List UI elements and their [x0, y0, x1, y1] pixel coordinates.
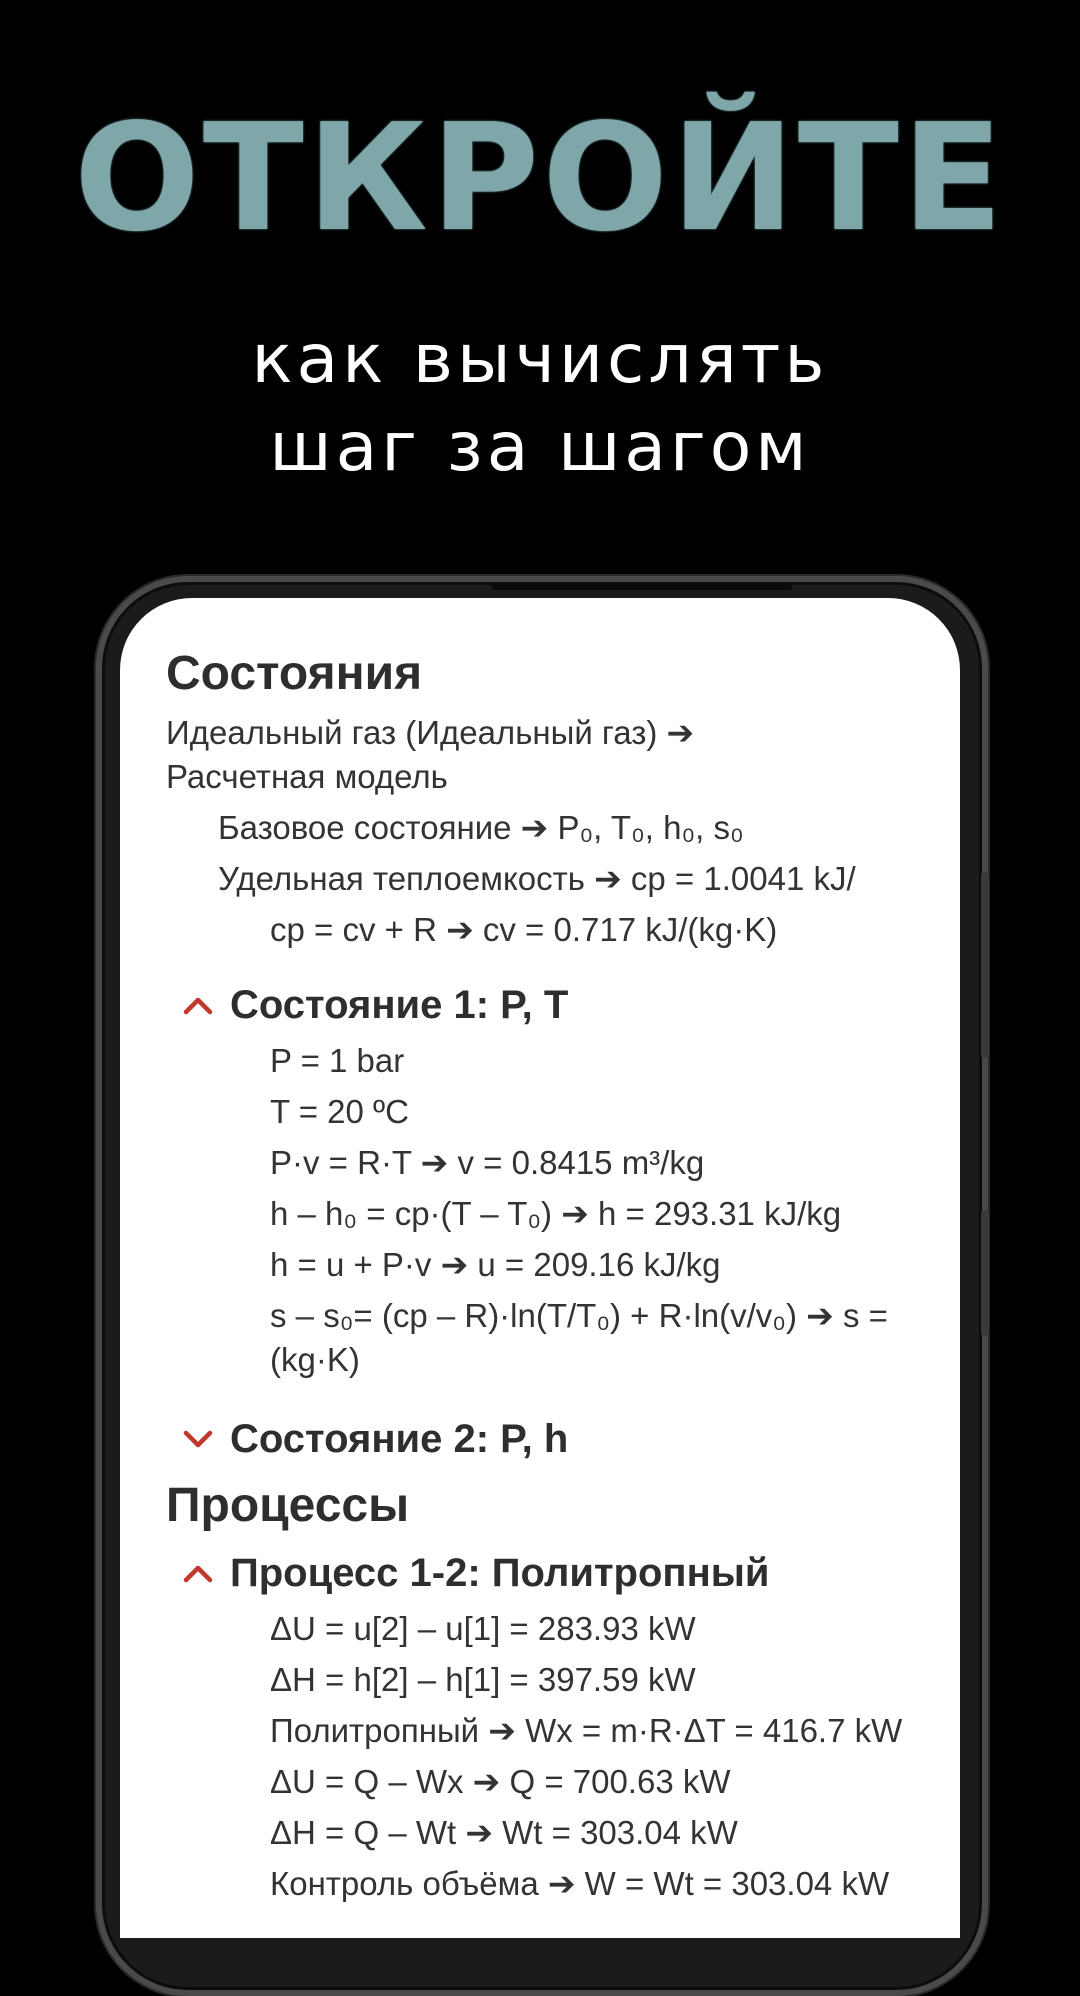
chevron-down-icon[interactable]: [180, 1421, 216, 1457]
promo-subtitle-line-2: шаг за шагом: [269, 408, 811, 487]
calculation-content: [166, 644, 960, 1906]
cv-line: cp = cv + R ➔ cv = 0.717 kJ/(kg·K): [270, 911, 778, 948]
promo-title: ОТКРОЙТЕ: [74, 92, 1006, 264]
process-line: ΔU = Q – Wx ➔ Q = 700.63 kW: [270, 1763, 731, 1800]
state-1-line: h – h₀ = cp·(T – T₀) ➔ h = 293.31 kJ/kg: [270, 1195, 842, 1232]
app-screen: [120, 598, 960, 1938]
state-2-title: Состояние 2: P, h: [230, 1416, 569, 1461]
state-1-line: T = 20 ºC: [270, 1093, 409, 1130]
state-1-line: P·v = R·T ➔ v = 0.8415 m³/kg: [270, 1144, 705, 1181]
process-line: ΔH = h[2] – h[1] = 397.59 kW: [270, 1661, 696, 1698]
phone-speaker: [492, 584, 792, 590]
process-line: ΔH = Q – Wt ➔ Wt = 303.04 kW: [270, 1814, 738, 1851]
promo-subtitle-line-1: как вычислять: [251, 320, 829, 399]
state-1-line: P = 1 bar: [270, 1042, 405, 1079]
specific-heat-line: Удельная теплоемкость ➔ cp = 1.0041 kJ/: [218, 860, 856, 897]
model-line: Идеальный газ (Идеальный газ) ➔ Расчетная модель: [166, 714, 695, 795]
phone-volume-button: [981, 872, 989, 1058]
state-2-header[interactable]: [166, 1412, 960, 1466]
process-1-2-title: Процесс 1-2: Политропный: [230, 1550, 770, 1595]
phone-power-button: [981, 1210, 989, 1336]
states-heading: Состояния: [166, 647, 423, 700]
process-line: ΔU = u[2] – u[1] = 283.93 kW: [270, 1610, 696, 1647]
process-line: Политропный ➔ Wx = m·R·ΔT = 416.7 kW: [270, 1712, 903, 1749]
state-1-header[interactable]: [166, 978, 960, 1032]
state-1-title: Состояние 1: P, T: [230, 982, 569, 1027]
promo-subtitle: [0, 316, 1080, 492]
process-line: Контроль объёма ➔ W = Wt = 303.04 kW: [270, 1865, 890, 1902]
process-1-2-header[interactable]: [166, 1546, 960, 1600]
state-1-line: h = u + P·v ➔ u = 209.16 kJ/kg: [270, 1246, 721, 1283]
chevron-up-icon[interactable]: [180, 1555, 216, 1591]
base-state-line: Базовое состояние ➔ P₀, T₀, h₀, s₀: [218, 809, 744, 846]
chevron-up-icon[interactable]: [180, 987, 216, 1023]
state-1-line: s – s₀= (cp – R)·ln(T/T₀) + R·ln(v/v₀) ➔ s = (kg·K): [270, 1297, 888, 1378]
processes-heading: Процессы: [166, 1479, 410, 1532]
